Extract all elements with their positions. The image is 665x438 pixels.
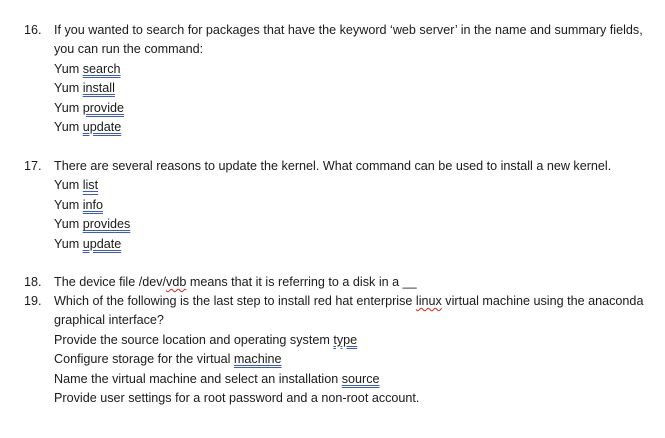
question-18 bbox=[24, 273, 644, 292]
question-number: 19. bbox=[24, 294, 42, 308]
question-number: 17. bbox=[24, 159, 42, 173]
option: Yum update bbox=[54, 236, 122, 251]
question-number: 16. bbox=[24, 23, 42, 37]
option: Provide the source location and operating system type bbox=[54, 332, 358, 347]
option: Yum update bbox=[54, 120, 122, 135]
question-17 bbox=[24, 157, 644, 254]
option: Yum info bbox=[54, 197, 104, 212]
option: Yum provides bbox=[54, 217, 131, 232]
question-text: If you wanted to search for packages that have the keyword ‘web server’ in the name and summary fields, you can run the command: bbox=[54, 23, 643, 57]
option: Name the virtual machine and select an installation source bbox=[54, 371, 380, 386]
question-number: 18. bbox=[24, 275, 42, 289]
question-text: The device file /dev/vdb means that it is referring to a disk in a __ bbox=[54, 275, 417, 289]
question-16 bbox=[24, 21, 644, 137]
question-text: There are several reasons to update the kernel. What command can be used to install a new kernel. bbox=[54, 159, 612, 173]
option: Yum install bbox=[54, 81, 115, 96]
option: Configure storage for the virtual machine bbox=[54, 352, 282, 367]
option: Provide user settings for a root password and a non-root account. bbox=[54, 391, 420, 406]
option: Yum search bbox=[54, 61, 121, 76]
question-text: Which of the following is the last step to install red hat enterprise linux virtual machine using the anaconda graphical interface? bbox=[54, 294, 644, 328]
option: Yum list bbox=[54, 178, 99, 193]
question-19 bbox=[24, 292, 644, 408]
option: Yum provide bbox=[54, 100, 125, 115]
